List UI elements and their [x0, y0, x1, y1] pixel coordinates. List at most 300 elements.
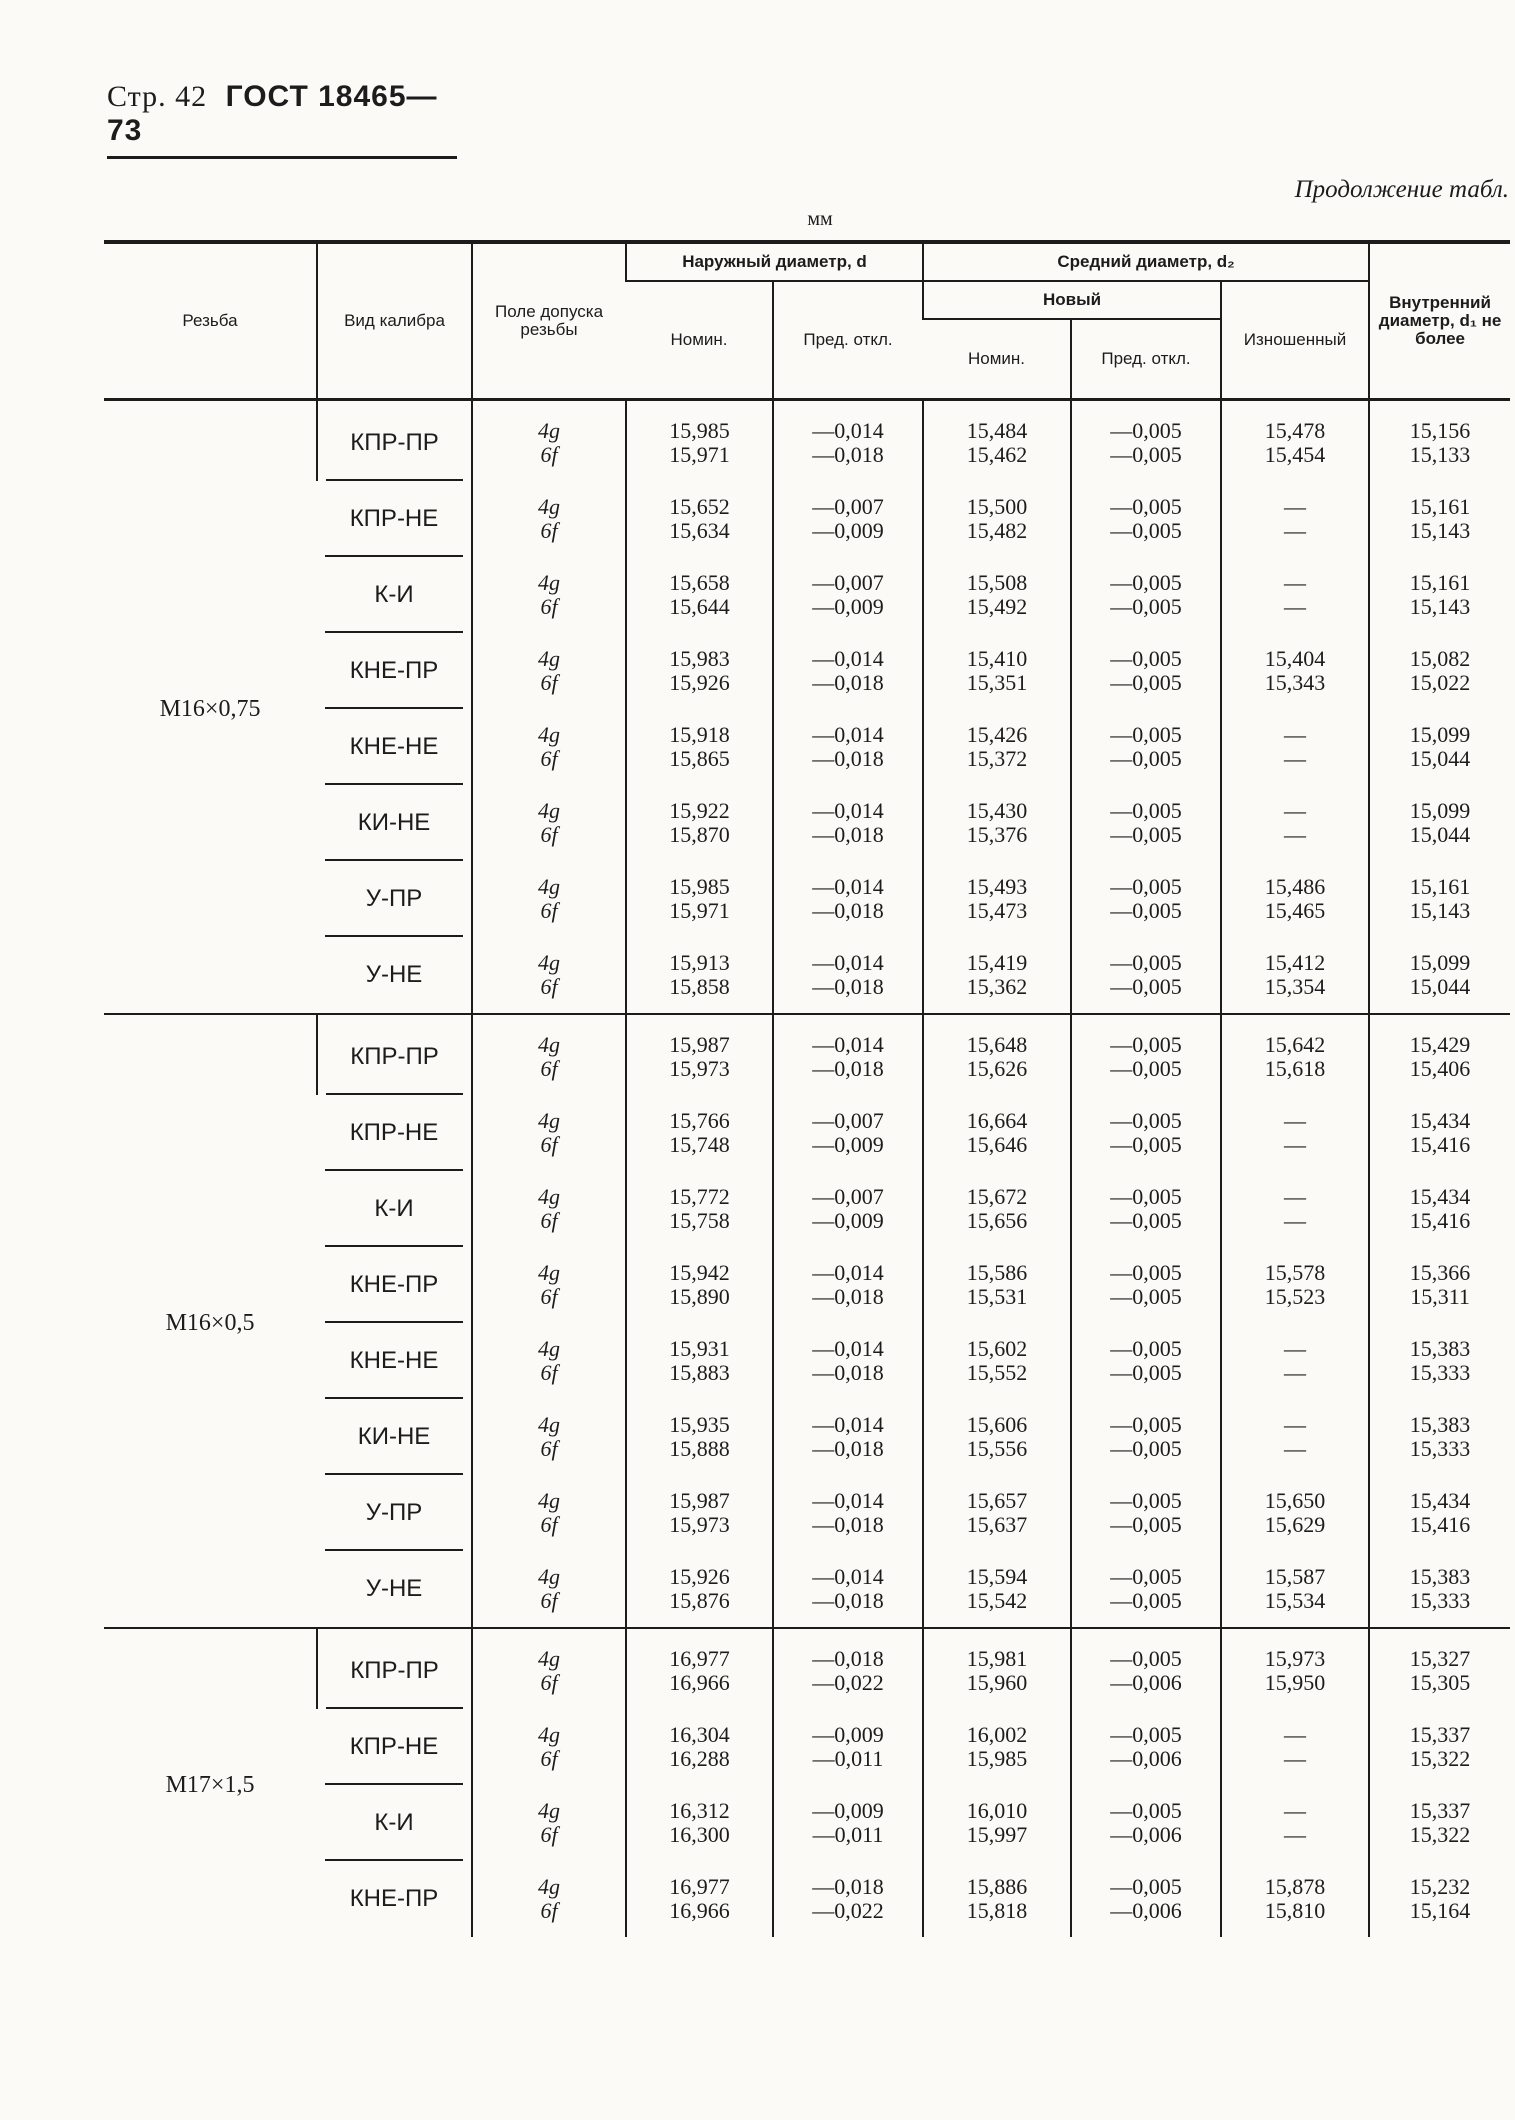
inner-diameter-cell-value: 15,337 [1409, 1722, 1471, 1747]
middle-worn-cell-value: 15,478 [1264, 418, 1326, 443]
middle-nominal-cell-value: 15,626 [966, 1056, 1028, 1081]
thread-gauge-table [104, 240, 1510, 1937]
outer-nominal-cell-value: 16,977 [669, 1646, 730, 1671]
middle-deviation-cell-value: —0,005 [1110, 1360, 1182, 1385]
middle-nominal-cell [923, 400, 1071, 482]
inner-diameter-cell-value: 15,322 [1409, 1746, 1471, 1771]
thread-designation: M17×1,5 [104, 1628, 317, 1937]
middle-worn-cell [1221, 937, 1369, 1014]
inner-diameter-cell [1369, 937, 1510, 1014]
gauge-type-cell: У-НЕ [365, 1575, 423, 1602]
middle-nominal-cell-value: 15,556 [966, 1436, 1028, 1461]
outer-deviation-cell [773, 400, 923, 482]
inner-diameter-cell [1369, 633, 1510, 709]
middle-worn-cell-value: 15,642 [1264, 1032, 1326, 1057]
outer-nominal-cell [626, 1247, 773, 1323]
inner-diameter-cell-value: 15,099 [1409, 798, 1471, 823]
middle-deviation-cell-value: —0,005 [1110, 1336, 1182, 1361]
outer-deviation-cell-value: —0,022 [812, 1670, 884, 1695]
middle-nominal-cell [923, 709, 1071, 785]
middle-deviation-cell-value: —0,005 [1110, 798, 1182, 823]
middle-worn-cell-value: — [1284, 1336, 1307, 1361]
middle-deviation-cell [1071, 1014, 1221, 1095]
inner-diameter-cell-value: 15,099 [1409, 722, 1471, 747]
gauge-type-cell: У-ПР [317, 861, 472, 937]
outer-nominal-cell-value: 15,766 [669, 1108, 730, 1133]
outer-deviation-cell [773, 557, 923, 633]
middle-nominal-cell [923, 861, 1071, 937]
outer-deviation-cell-value: —0,014 [812, 1412, 884, 1437]
tolerance-cell [472, 861, 626, 937]
inner-diameter-cell-value: 15,156 [1409, 418, 1471, 443]
tolerance-cell [472, 1785, 626, 1861]
middle-nominal-cell-value: 16,010 [966, 1798, 1028, 1823]
middle-worn-cell [1221, 1785, 1369, 1861]
tolerance-cell-value: 4g [538, 798, 560, 823]
middle-nominal-cell-value: 15,493 [966, 874, 1028, 899]
outer-nominal-cell [626, 557, 773, 633]
tolerance-cell-value: 6f [540, 1898, 558, 1923]
inner-diameter-cell-value: 15,434 [1409, 1184, 1471, 1209]
inner-diameter-cell-value: 15,429 [1409, 1032, 1471, 1057]
tolerance-cell-value: 4g [538, 1646, 560, 1671]
inner-diameter-cell [1369, 709, 1510, 785]
outer-deviation-cell [773, 785, 923, 861]
outer-nominal-cell-value: 15,926 [669, 670, 730, 695]
middle-deviation-cell-value: —0,005 [1110, 974, 1182, 999]
tolerance-cell-value: 6f [540, 974, 558, 999]
thread-designation: M16×0,5 [104, 1014, 317, 1628]
outer-nominal-cell [626, 1095, 773, 1171]
inner-diameter-cell-value: 15,044 [1409, 974, 1471, 999]
tolerance-cell-value: 4g [538, 418, 560, 443]
inner-diameter-cell-value: 15,337 [1409, 1798, 1471, 1823]
middle-nominal-cell-value: 15,462 [966, 442, 1028, 467]
outer-deviation-cell-value: —0,014 [812, 418, 884, 443]
middle-worn-cell [1221, 1475, 1369, 1551]
middle-deviation-cell-value: —0,006 [1110, 1670, 1182, 1695]
standard-number: ГОСТ 18465—73 [107, 80, 438, 147]
middle-worn-cell-value: — [1284, 798, 1307, 823]
outer-deviation-cell-value: —0,018 [812, 670, 884, 695]
outer-deviation-cell [773, 1095, 923, 1171]
middle-nominal-cell-value: 15,646 [966, 1132, 1028, 1157]
inner-diameter-cell-value: 15,406 [1409, 1056, 1471, 1081]
outer-nominal-cell-value: 15,658 [669, 570, 730, 595]
middle-nominal-cell [923, 1323, 1071, 1399]
middle-nominal-cell [923, 785, 1071, 861]
middle-nominal-cell [923, 1551, 1071, 1628]
inner-diameter-cell-value: 15,161 [1409, 494, 1471, 519]
inner-diameter-cell [1369, 1247, 1510, 1323]
tolerance-cell-value: 6f [540, 518, 558, 543]
tolerance-cell-value: 4g [538, 722, 560, 747]
table-continuation-note: Продолжение табл. [1294, 176, 1509, 203]
middle-deviation-cell-value: —0,005 [1110, 1412, 1182, 1437]
middle-worn-cell [1221, 1628, 1369, 1709]
outer-deviation-cell-value: —0,018 [812, 1646, 884, 1671]
outer-deviation-cell-value: —0,009 [812, 518, 884, 543]
middle-nominal-cell-value: 16,664 [966, 1108, 1028, 1133]
middle-deviation-cell-value: —0,005 [1110, 1722, 1182, 1747]
middle-worn-cell [1221, 1399, 1369, 1475]
outer-nominal-cell-value: 15,985 [669, 874, 730, 899]
middle-deviation-cell-value: —0,005 [1110, 1208, 1182, 1233]
middle-deviation-cell-value: —0,005 [1110, 670, 1182, 695]
outer-deviation-cell-value: —0,018 [812, 442, 884, 467]
middle-nominal-cell-value: 15,426 [966, 722, 1028, 747]
tolerance-cell-value: 4g [538, 1032, 560, 1057]
outer-nominal-cell-value: 16,304 [669, 1722, 730, 1747]
gauge-type-cell: КНЕ-НЕ [317, 1323, 472, 1399]
tolerance-cell-value: 6f [540, 746, 558, 771]
middle-nominal-cell-value: 15,552 [966, 1360, 1028, 1385]
middle-worn-cell-value: — [1284, 1184, 1307, 1209]
outer-deviation-cell-value: —0,009 [812, 1132, 884, 1157]
outer-nominal-cell [626, 1785, 773, 1861]
middle-nominal-cell-value: 15,376 [966, 822, 1028, 847]
outer-nominal-cell [626, 861, 773, 937]
middle-deviation-cell-value: —0,005 [1110, 874, 1182, 899]
inner-diameter-cell [1369, 400, 1510, 482]
middle-worn-cell-value: — [1284, 1132, 1307, 1157]
outer-nominal-cell-value: 16,288 [669, 1746, 730, 1771]
outer-deviation-cell [773, 481, 923, 557]
gauge-type-cell: КИ-НЕ [317, 1399, 472, 1475]
inner-diameter-cell-value: 15,161 [1409, 570, 1471, 595]
tolerance-cell-value: 6f [540, 1436, 558, 1461]
middle-deviation-cell [1071, 1171, 1221, 1247]
middle-deviation-cell [1071, 481, 1221, 557]
middle-nominal-cell-value: 15,531 [966, 1284, 1028, 1309]
middle-worn-cell [1221, 481, 1369, 557]
inner-diameter-cell-value: 15,305 [1409, 1670, 1471, 1695]
inner-diameter-cell [1369, 1785, 1510, 1861]
outer-nominal-cell-value: 15,634 [669, 518, 730, 543]
middle-nominal-cell-value: 15,410 [966, 646, 1028, 671]
middle-deviation-cell [1071, 633, 1221, 709]
middle-nominal-cell-value: 15,492 [966, 594, 1028, 619]
inner-diameter-cell [1369, 1709, 1510, 1785]
gauge-type-cell: К-И [317, 1171, 472, 1247]
middle-deviation-cell-value: —0,005 [1110, 418, 1182, 443]
tolerance-cell [472, 1095, 626, 1171]
middle-nominal-cell [923, 1399, 1071, 1475]
outer-nominal-cell-value: 16,312 [669, 1798, 730, 1823]
gauge-type-cell: КПР-ПР [317, 400, 472, 482]
outer-nominal-cell-value: 15,870 [669, 822, 730, 847]
outer-nominal-cell-value: 15,922 [669, 798, 730, 823]
outer-nominal-cell-value: 15,644 [669, 594, 730, 619]
outer-deviation-cell [773, 1323, 923, 1399]
outer-deviation-cell-value: —0,018 [812, 1436, 884, 1461]
middle-deviation-cell [1071, 709, 1221, 785]
outer-nominal-cell-value: 15,942 [669, 1260, 730, 1285]
inner-diameter-cell [1369, 1475, 1510, 1551]
inner-diameter-cell-value: 15,232 [1409, 1874, 1471, 1899]
middle-worn-cell [1221, 557, 1369, 633]
middle-deviation-cell-value: —0,005 [1110, 1260, 1182, 1285]
inner-diameter-cell-value: 15,143 [1409, 898, 1471, 923]
outer-nominal-cell-value: 15,865 [669, 746, 730, 771]
outer-deviation-cell-value: —0,007 [812, 1108, 884, 1133]
outer-deviation-cell-value: —0,018 [812, 898, 884, 923]
tolerance-cell [472, 709, 626, 785]
outer-deviation-cell-value: —0,009 [812, 1722, 884, 1747]
middle-deviation-cell [1071, 1861, 1221, 1937]
outer-deviation-cell-value: —0,022 [812, 1898, 884, 1923]
middle-deviation-cell-value: —0,005 [1110, 1032, 1182, 1057]
gauge-type-cell: У-НЕ [365, 961, 423, 988]
middle-nominal-cell-value: 15,657 [966, 1488, 1028, 1513]
middle-worn-cell-value: 15,973 [1264, 1646, 1326, 1671]
middle-deviation-cell [1071, 1785, 1221, 1861]
middle-nominal-cell-value: 15,542 [966, 1588, 1028, 1613]
outer-deviation-cell-value: —0,014 [812, 798, 884, 823]
middle-deviation-cell-value: —0,005 [1110, 1798, 1182, 1823]
outer-deviation-cell [773, 1861, 923, 1937]
middle-nominal-cell-value: 15,886 [966, 1874, 1028, 1899]
inner-diameter-cell [1369, 861, 1510, 937]
middle-nominal-cell-value: 15,430 [966, 798, 1028, 823]
inner-diameter-cell-value: 15,327 [1409, 1646, 1471, 1671]
middle-worn-cell [1221, 400, 1369, 482]
middle-deviation-cell-value: —0,005 [1110, 898, 1182, 923]
outer-deviation-cell-value: —0,014 [812, 1260, 884, 1285]
middle-worn-cell-value: 15,454 [1264, 442, 1326, 467]
middle-deviation-cell-value: —0,005 [1110, 1512, 1182, 1537]
middle-worn-cell-value: — [1284, 822, 1307, 847]
middle-deviation-cell-value: —0,005 [1110, 746, 1182, 771]
tolerance-cell [472, 1323, 626, 1399]
middle-nominal-cell-value: 15,473 [966, 898, 1028, 923]
inner-diameter-cell-value: 15,434 [1409, 1488, 1471, 1513]
middle-nominal-cell [923, 481, 1071, 557]
middle-worn-cell-value: 15,354 [1264, 974, 1326, 999]
middle-deviation-cell [1071, 557, 1221, 633]
outer-nominal-cell-value: 15,652 [669, 494, 730, 519]
tolerance-cell-value: 6f [540, 1360, 558, 1385]
outer-nominal-cell-value: 15,888 [669, 1436, 730, 1461]
outer-nominal-cell-value: 15,748 [669, 1132, 730, 1157]
outer-deviation-cell-value: —0,009 [812, 1798, 884, 1823]
middle-worn-cell [1221, 1861, 1369, 1937]
outer-deviation-cell [773, 1171, 923, 1247]
tolerance-cell-value: 4g [538, 1722, 560, 1747]
col-inner-header: Внутренний диаметр, d₁ не более [1369, 242, 1510, 400]
col-middle-dev-header: Пред. откл. [1071, 319, 1221, 400]
inner-diameter-cell-value: 15,143 [1409, 594, 1471, 619]
tolerance-cell-value: 4g [538, 1564, 560, 1589]
tolerance-cell-value: 4g [538, 1412, 560, 1437]
inner-diameter-cell-value: 15,416 [1409, 1208, 1471, 1233]
outer-nominal-cell [626, 1399, 773, 1475]
outer-deviation-cell [773, 1709, 923, 1785]
middle-nominal-cell-value: 15,981 [966, 1646, 1028, 1671]
middle-worn-cell-value: — [1284, 494, 1307, 519]
col-thread-header: Резьба [104, 242, 317, 400]
outer-deviation-cell-value: —0,007 [812, 1184, 884, 1209]
middle-worn-cell-value: 15,523 [1264, 1284, 1326, 1309]
inner-diameter-cell [1369, 1171, 1510, 1247]
middle-worn-cell-value: — [1284, 1722, 1307, 1747]
middle-deviation-cell-value: —0,005 [1110, 1284, 1182, 1309]
tolerance-cell [472, 1399, 626, 1475]
middle-deviation-cell-value: —0,005 [1110, 1646, 1182, 1671]
middle-worn-cell [1221, 861, 1369, 937]
gauge-type-cell: КПР-ПР [317, 1628, 472, 1709]
col-middle-nom-header: Номин. [923, 319, 1071, 400]
outer-nominal-cell [626, 785, 773, 861]
outer-deviation-cell [773, 1628, 923, 1709]
middle-worn-cell [1221, 785, 1369, 861]
middle-nominal-cell-value: 15,351 [966, 670, 1028, 695]
outer-nominal-cell-value: 16,966 [669, 1898, 730, 1923]
middle-worn-cell-value: 15,650 [1264, 1488, 1326, 1513]
middle-worn-cell-value: 15,404 [1264, 646, 1326, 671]
inner-diameter-cell-value: 15,133 [1409, 442, 1471, 467]
tolerance-cell-value: 6f [540, 670, 558, 695]
outer-deviation-cell [773, 861, 923, 937]
outer-nominal-cell [626, 937, 773, 1014]
outer-nominal-cell-value: 15,985 [669, 418, 730, 443]
inner-diameter-cell-value: 15,022 [1409, 670, 1471, 695]
outer-nominal-cell [626, 1323, 773, 1399]
middle-worn-cell-value: — [1284, 722, 1307, 747]
tolerance-cell-value: 6f [540, 1746, 558, 1771]
col-middle-new-header: Новый [923, 281, 1221, 319]
middle-worn-cell-value: — [1284, 1360, 1307, 1385]
inner-diameter-cell-value: 15,416 [1409, 1132, 1471, 1157]
middle-nominal-cell-value: 15,672 [966, 1184, 1028, 1209]
middle-deviation-cell-value: —0,005 [1110, 1874, 1182, 1899]
tolerance-cell [472, 1171, 626, 1247]
middle-deviation-cell-value: —0,005 [1110, 1056, 1182, 1081]
inner-diameter-cell-value: 15,333 [1409, 1588, 1471, 1613]
outer-deviation-cell [773, 633, 923, 709]
middle-deviation-cell [1071, 1247, 1221, 1323]
gauge-type-cell: КПР-НЕ [317, 1709, 472, 1785]
tolerance-cell-value: 4g [538, 1184, 560, 1209]
outer-deviation-cell [773, 937, 923, 1014]
outer-deviation-cell-value: —0,018 [812, 822, 884, 847]
tolerance-cell-value: 4g [538, 950, 560, 975]
inner-diameter-cell [1369, 1551, 1510, 1628]
outer-nominal-cell-value: 15,883 [669, 1360, 730, 1385]
middle-deviation-cell-value: —0,005 [1110, 1436, 1182, 1461]
tolerance-cell-value: 6f [540, 1588, 558, 1613]
tolerance-cell [472, 1247, 626, 1323]
middle-nominal-cell-value: 15,606 [966, 1412, 1028, 1437]
gauge-type-cell: КНЕ-ПР [317, 1247, 472, 1323]
tolerance-cell-value: 4g [538, 874, 560, 899]
middle-worn-cell [1221, 709, 1369, 785]
outer-deviation-cell [773, 1014, 923, 1095]
middle-deviation-cell-value: —0,005 [1110, 1132, 1182, 1157]
middle-nominal-cell-value: 15,656 [966, 1208, 1028, 1233]
middle-deviation-cell-value: —0,005 [1110, 594, 1182, 619]
middle-nominal-cell-value: 15,508 [966, 570, 1028, 595]
outer-nominal-cell-value: 15,987 [669, 1032, 730, 1057]
gauge-type-cell: К-И [317, 557, 472, 633]
middle-nominal-cell [923, 633, 1071, 709]
outer-deviation-cell [773, 1785, 923, 1861]
col-outer-nom-header: Номин. [626, 281, 773, 400]
outer-nominal-cell [626, 481, 773, 557]
middle-deviation-cell-value: —0,005 [1110, 518, 1182, 543]
tolerance-cell-value: 4g [538, 1336, 560, 1361]
inner-diameter-cell-value: 15,366 [1409, 1260, 1471, 1285]
outer-nominal-cell-value: 15,913 [669, 950, 730, 975]
outer-nominal-cell-value: 15,890 [669, 1284, 730, 1309]
outer-deviation-cell-value: —0,018 [812, 1588, 884, 1613]
middle-deviation-cell-value: —0,006 [1110, 1898, 1182, 1923]
middle-worn-cell-value: 15,878 [1264, 1874, 1326, 1899]
outer-deviation-cell-value: —0,018 [812, 1512, 884, 1537]
outer-nominal-cell-value: 15,973 [669, 1056, 730, 1081]
middle-nominal-cell [923, 1628, 1071, 1709]
inner-diameter-cell [1369, 1323, 1510, 1399]
gauge-type-cell: КПР-НЕ [317, 481, 472, 557]
middle-deviation-cell [1071, 1095, 1221, 1171]
middle-nominal-cell-value: 15,482 [966, 518, 1028, 543]
middle-nominal-cell-value: 16,002 [966, 1722, 1028, 1747]
tolerance-cell [472, 1628, 626, 1709]
middle-nominal-cell [923, 1475, 1071, 1551]
middle-worn-cell-value: 15,578 [1264, 1260, 1326, 1285]
middle-worn-cell-value: — [1284, 1436, 1307, 1461]
tolerance-cell [472, 557, 626, 633]
middle-nominal-cell-value: 15,648 [966, 1032, 1028, 1057]
outer-nominal-cell-value: 15,971 [669, 442, 730, 467]
middle-nominal-cell-value: 15,637 [966, 1512, 1028, 1537]
outer-deviation-cell-value: —0,009 [812, 1208, 884, 1233]
middle-deviation-cell-value: —0,005 [1110, 570, 1182, 595]
middle-worn-cell [1221, 1323, 1369, 1399]
outer-deviation-cell-value: —0,011 [812, 1822, 884, 1847]
middle-nominal-cell [923, 937, 1071, 1014]
middle-nominal-cell-value: 15,372 [966, 746, 1028, 771]
middle-nominal-cell [923, 1861, 1071, 1937]
outer-nominal-cell-value: 16,966 [669, 1670, 730, 1695]
units-label: мм [807, 208, 833, 230]
middle-deviation-cell-value: —0,005 [1110, 1488, 1182, 1513]
middle-nominal-cell-value: 15,500 [966, 494, 1028, 519]
page-label: Стр. 42 [107, 80, 208, 113]
outer-deviation-cell-value: —0,018 [812, 1056, 884, 1081]
middle-worn-cell-value: 15,587 [1264, 1564, 1326, 1589]
gauge-type-cell: КПР-ПР [317, 1014, 472, 1095]
middle-deviation-cell-value: —0,005 [1110, 646, 1182, 671]
tolerance-cell [472, 481, 626, 557]
outer-deviation-cell-value: —0,011 [812, 1746, 884, 1771]
tolerance-cell-value: 4g [538, 1874, 560, 1899]
middle-worn-cell-value: 15,810 [1264, 1898, 1326, 1923]
outer-deviation-cell-value: —0,014 [812, 1564, 884, 1589]
middle-deviation-cell-value: —0,005 [1110, 1564, 1182, 1589]
tolerance-cell [472, 633, 626, 709]
middle-worn-cell-value: 15,412 [1264, 950, 1326, 975]
inner-diameter-cell-value: 15,383 [1409, 1564, 1471, 1589]
tolerance-cell-value: 6f [540, 1822, 558, 1847]
outer-nominal-cell-value: 15,971 [669, 898, 730, 923]
outer-deviation-cell-value: —0,009 [812, 594, 884, 619]
outer-deviation-cell-value: —0,018 [812, 974, 884, 999]
middle-nominal-cell-value: 15,602 [966, 1336, 1028, 1361]
middle-nominal-cell-value: 15,818 [966, 1898, 1028, 1923]
col-outer-header: Наружный диаметр, d [626, 242, 923, 281]
middle-worn-cell-value: — [1284, 594, 1307, 619]
